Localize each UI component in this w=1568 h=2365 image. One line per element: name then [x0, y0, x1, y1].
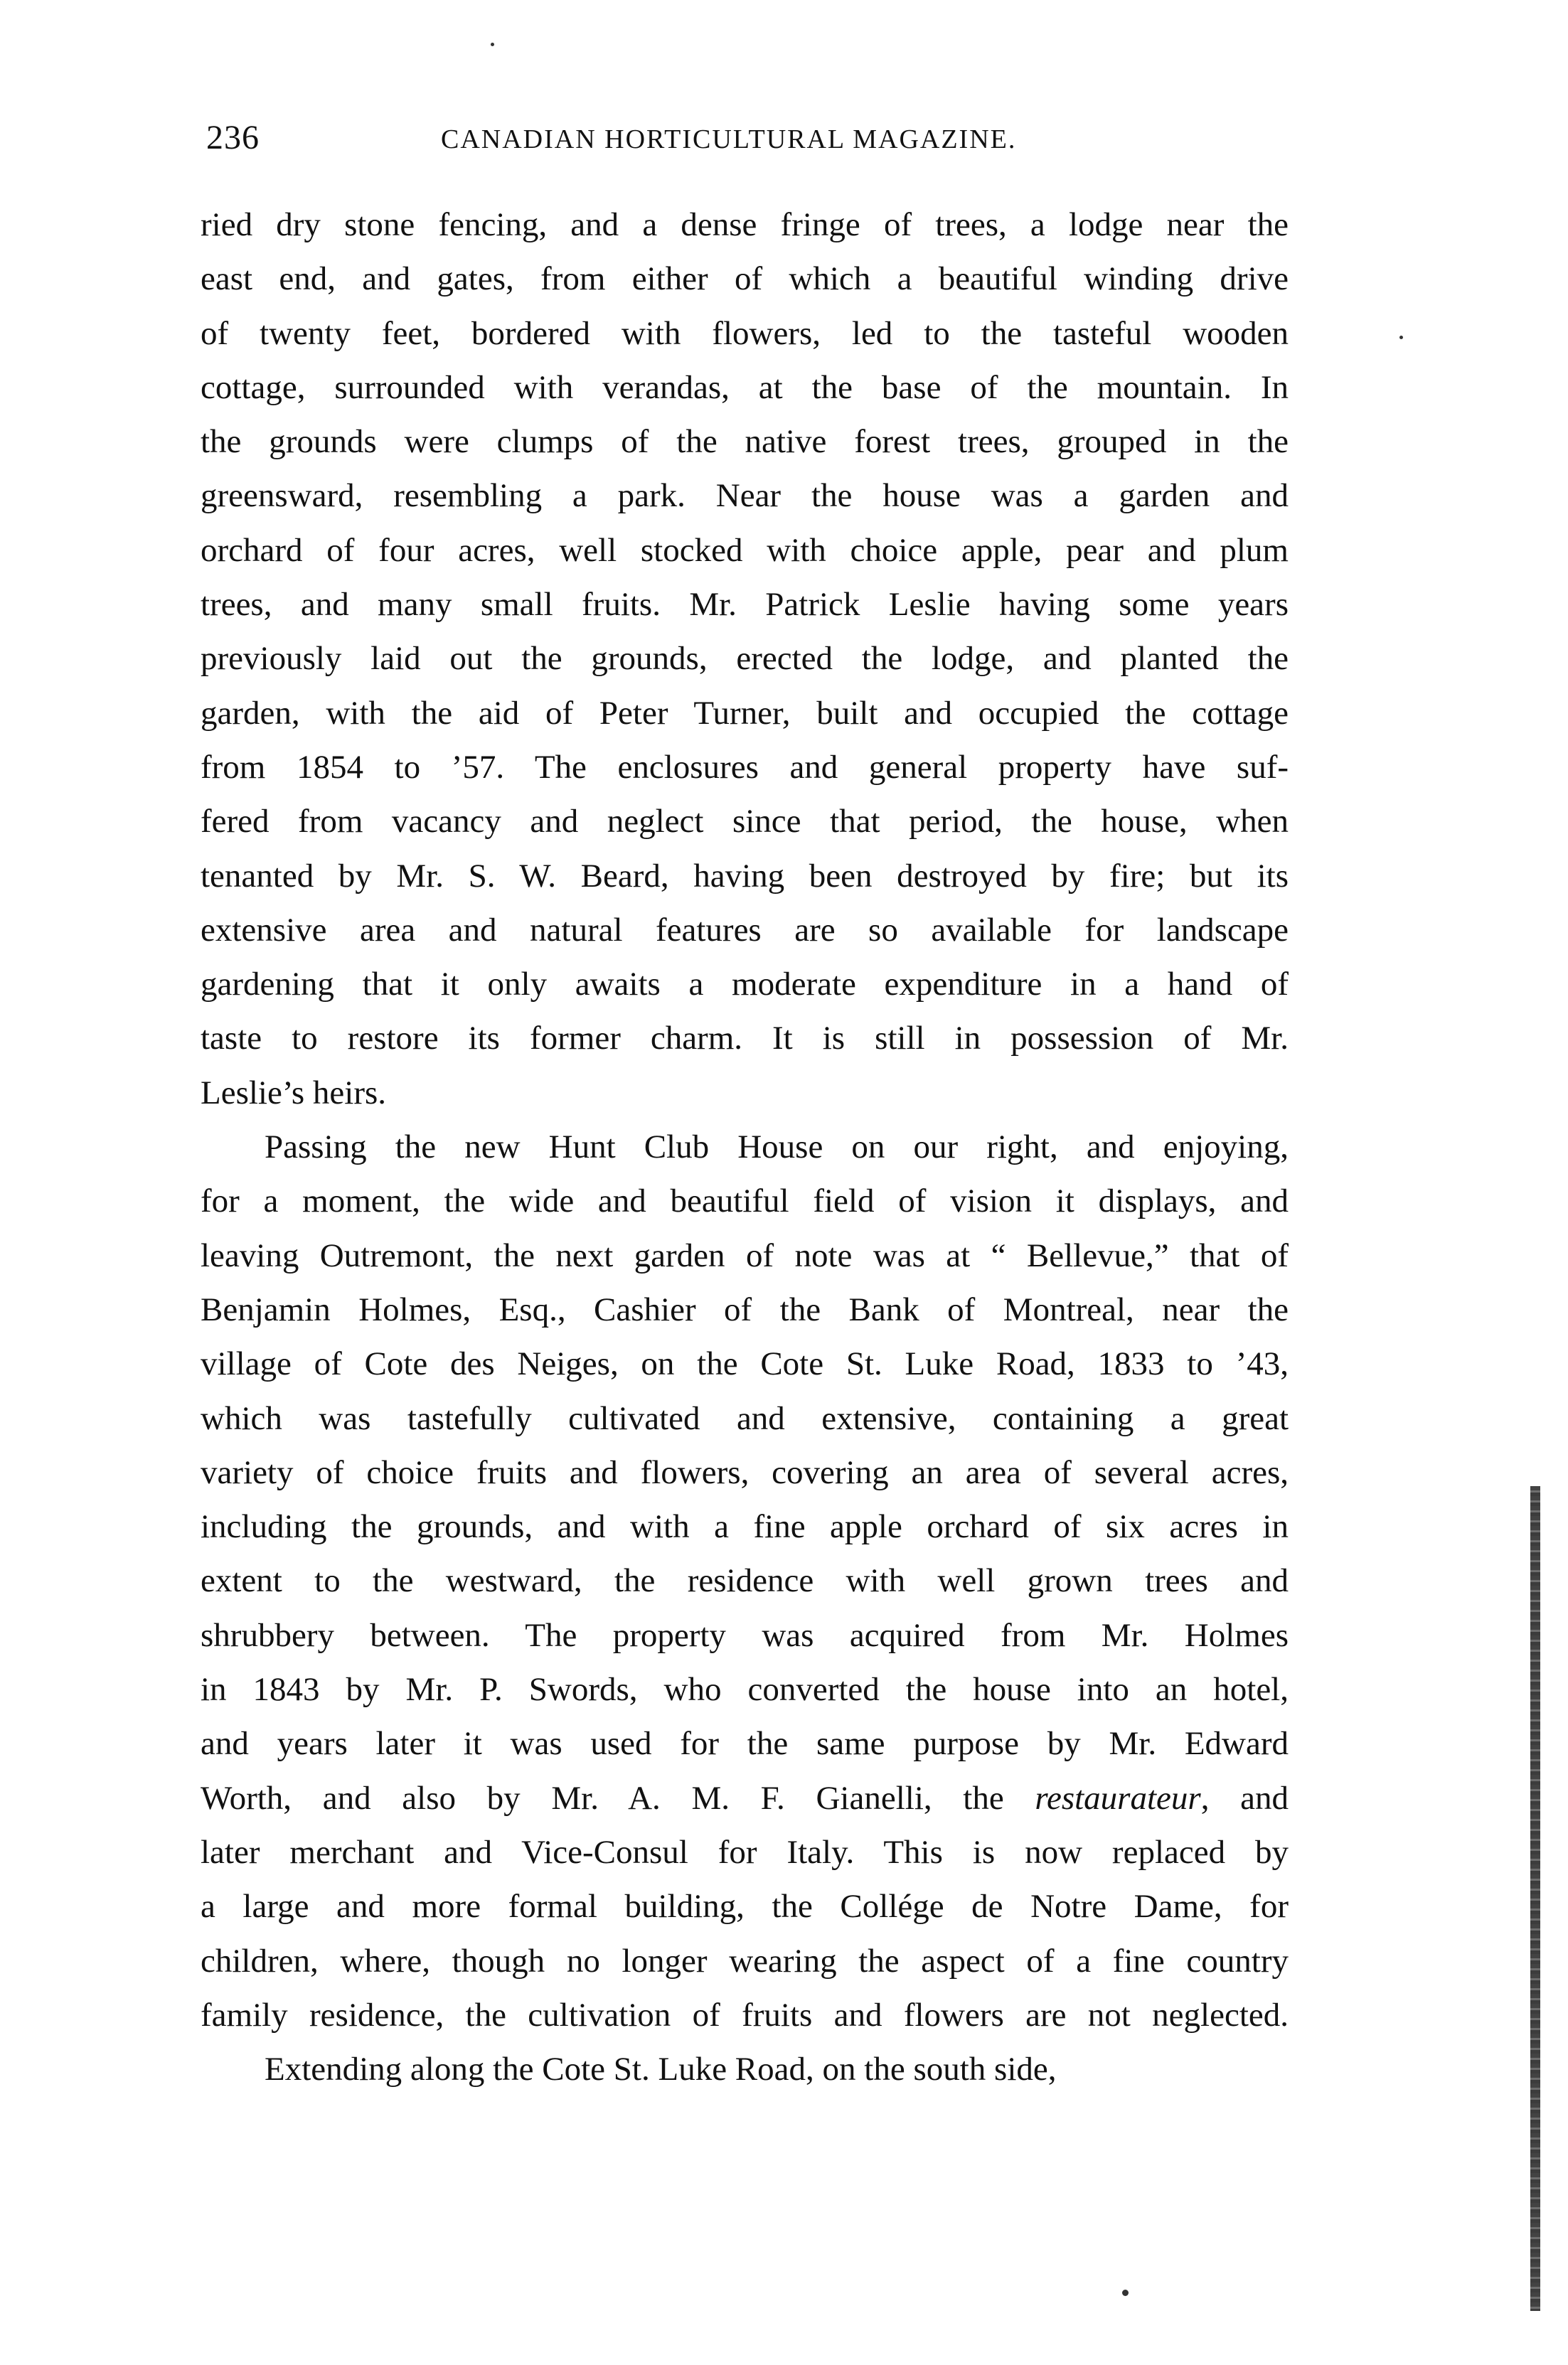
text-line: previously laid out the grounds, erected the lodge, and planted the	[201, 640, 1289, 678]
italic-word: restaurateur	[1035, 1779, 1201, 1817]
text-line: and years later it was used for the same purpose by Mr. Edward	[201, 1725, 1289, 1763]
text-line: variety of choice fruits and flowers, covering an area of several acres,	[201, 1453, 1289, 1491]
text-line: Passing the new Hunt Club House on our right, and enjoying,	[265, 1128, 1289, 1166]
text-line: the grounds were clumps of the native forest trees, grouped in the	[201, 423, 1289, 461]
text-line: ried dry stone fencing, and a dense fringe of trees, a lodge near the	[201, 206, 1289, 243]
text-line: shrubbery between. The property was acquired from Mr. Holmes	[201, 1616, 1289, 1654]
text-line: Leslie’s heirs.	[201, 1074, 387, 1111]
text-line: extent to the westward, the residence with well grown trees and	[201, 1562, 1289, 1600]
text-line: children, where, though no longer wearing the aspect of a fine country	[201, 1942, 1289, 1980]
text-line: tenanted by Mr. S. W. Beard, having been destroyed by fire; but its	[201, 857, 1289, 895]
text-line: greensward, resembling a park. Near the house was a garden and	[201, 477, 1289, 515]
text-line: later merchant and Vice-Consul for Italy. This is now replaced by	[201, 1833, 1289, 1871]
text-line: a large and more formal building, the Collége de Notre Dame, for	[201, 1888, 1289, 1926]
text-line: Worth, and also by Mr. A. M. F. Gianelli, the restaurateur, and	[201, 1779, 1289, 1817]
scan-speck	[1399, 336, 1403, 339]
text-line: cottage, surrounded with verandas, at the base of the mountain. In	[201, 368, 1289, 406]
scan-speck	[491, 43, 494, 46]
scan-edge-bar	[1530, 1486, 1540, 2311]
text-line: extensive area and natural features are so available for landscape	[201, 911, 1289, 949]
text-line: Extending along the Cote St. Luke Road, on the south side,	[265, 2051, 1057, 2088]
text-line: east end, and gates, from either of which a beautiful winding drive	[201, 260, 1289, 298]
text-line: taste to restore its former charm. It is still in possession of Mr.	[201, 1020, 1289, 1057]
scan-speck	[1122, 2290, 1129, 2296]
text-line: village of Cote des Neiges, on the Cote St. Luke Road, 1833 to ’43,	[201, 1345, 1289, 1383]
text-line: orchard of four acres, well stocked with choice apple, pear and plum	[201, 531, 1289, 569]
text-line: family residence, the cultivation of fruits and flowers are not neglected.	[201, 1996, 1289, 2034]
text-line: fered from vacancy and neglect since that period, the house, when	[201, 803, 1289, 840]
text-line: from 1854 to ’57. The enclosures and general property have suf-	[201, 748, 1289, 786]
text-line: for a moment, the wide and beautiful field of vision it displays, and	[201, 1182, 1289, 1220]
text-line: Benjamin Holmes, Esq., Cashier of the Bank of Montreal, near the	[201, 1291, 1289, 1328]
text-line: leaving Outremont, the next garden of note was at “ Bellevue,” that of	[201, 1237, 1289, 1274]
text-line: of twenty feet, bordered with flowers, led to the tasteful wooden	[201, 314, 1289, 352]
text-line: garden, with the aid of Peter Turner, built and occupied the cottage	[201, 694, 1289, 732]
text-line: which was tastefully cultivated and extensive, containing a great	[201, 1399, 1289, 1437]
text-line: in 1843 by Mr. P. Swords, who converted the house into an hotel,	[201, 1671, 1289, 1709]
running-head: CANADIAN HORTICULTURAL MAGAZINE.	[441, 124, 1017, 154]
text-line: including the grounds, and with a fine apple orchard of six acres in	[201, 1508, 1289, 1546]
text-line: trees, and many small fruits. Mr. Patrick Leslie having some years	[201, 586, 1289, 624]
body-text	[201, 198, 1289, 2096]
page-number: 236	[206, 119, 260, 156]
text-line: gardening that it only awaits a moderate expenditure in a hand of	[201, 966, 1289, 1003]
